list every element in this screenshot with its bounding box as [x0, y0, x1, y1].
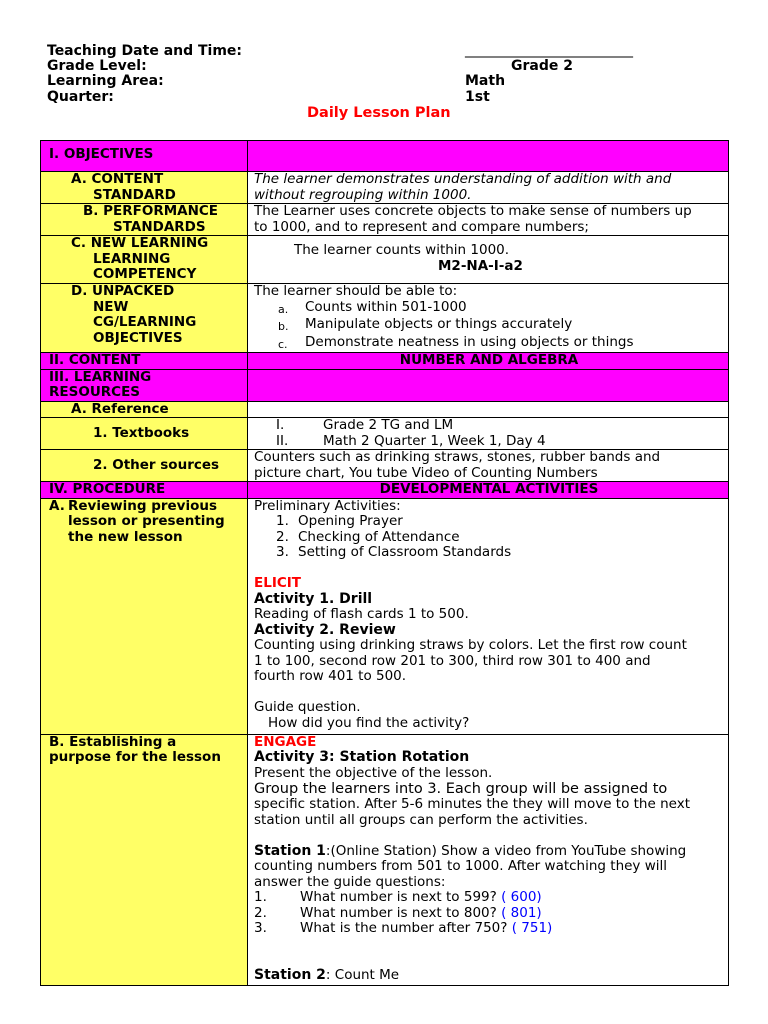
establishing-cell: [248, 734, 729, 985]
grade-level-label: Grade Level:: [47, 58, 147, 74]
content-standard-label-line1: A. CONTENT: [71, 171, 164, 187]
reference-label: [41, 401, 248, 418]
station1-text-line1: :(Online Station) Show a video from YouTube showing: [325, 842, 687, 859]
teaching-date-label: Teaching Date and Time:: [47, 43, 243, 59]
unpacked-item-marker: b.: [278, 320, 289, 333]
reference-row: [41, 401, 729, 418]
question-text: What number is next to 800?: [300, 904, 497, 921]
unpacked-item-text: Counts within 501-1000: [305, 298, 467, 315]
activity2-text-line3: fourth row 401 to 500.: [254, 668, 407, 684]
teaching-date-blank: ________________________: [465, 42, 633, 58]
competency-label-line2: LEARNING: [93, 250, 171, 267]
reviewing-label-line3: the new lesson: [68, 528, 183, 545]
other-sources-row: [41, 450, 729, 482]
station1-text-line2: counting numbers from 501 to 1000. After watching they will: [254, 858, 668, 874]
other-sources-line2: picture chart, You tube Video of Counting Numbers: [254, 464, 598, 481]
spacer: [254, 685, 724, 701]
objectives-label: I. OBJECTIVES: [41, 141, 248, 172]
content-standard-text: [248, 172, 729, 204]
present-objective-text: Present the objective of the lesson.: [254, 764, 493, 781]
question-answer: ( 751): [507, 920, 553, 936]
competency-label-line1: C. NEW LEARNING: [71, 235, 209, 251]
preliminary-item-marker: 1.: [276, 513, 289, 529]
reviewing-label-line1: Reviewing previous: [68, 497, 218, 514]
textbooks-row: [41, 418, 729, 450]
spacer: [254, 561, 724, 577]
spacer: [254, 937, 724, 968]
preliminary-heading: Preliminary Activities:: [254, 497, 401, 514]
content-row: [41, 353, 729, 370]
reference-value: [248, 401, 729, 418]
competency-label-line3: COMPETENCY: [93, 266, 197, 282]
question-marker: 3.: [254, 920, 267, 936]
quarter-label: Quarter:: [47, 89, 114, 105]
textbook-item-text: Grade 2 TG and LM: [323, 417, 454, 433]
reviewing-label: [41, 498, 248, 734]
unpacked-intro: The learner should be able to:: [254, 283, 458, 299]
textbooks-cell: [248, 418, 729, 450]
guide-question-text: How did you find the activity?: [268, 714, 470, 731]
content-value: NUMBER AND ALGEBRA: [248, 353, 729, 370]
reviewing-row: [41, 498, 729, 734]
performance-text-line1: The Learner uses concrete objects to make sense of numbers up: [254, 203, 692, 219]
other-sources-label-text: 2. Other sources: [93, 456, 220, 473]
station2-line: [254, 968, 724, 984]
establishing-label: [41, 734, 248, 985]
reviewing-label-line2: lesson or presenting: [68, 513, 225, 529]
performance-label-line2: STANDARDS: [113, 218, 206, 235]
performance-label-line1: B. PERFORMANCE: [83, 203, 219, 219]
preliminary-item-marker: 3.: [276, 544, 289, 560]
lesson-plan-table: [40, 140, 729, 986]
performance-standards-label: [41, 204, 248, 236]
question-marker: 2.: [254, 904, 267, 921]
reference-label-text: A. Reference: [71, 400, 169, 417]
station1-question: [254, 921, 724, 937]
unpacked-item: [254, 300, 724, 318]
procedure-value: DEVELOPMENTAL ACTIVITIES: [248, 482, 729, 499]
learning-area-label: Learning Area:: [47, 73, 164, 89]
document-title: Daily Lesson Plan: [307, 105, 451, 121]
establishing-label-line1: B. Establishing a: [49, 733, 177, 750]
textbook-item: [254, 434, 724, 450]
competency-cell: [248, 236, 729, 284]
unpacked-label-line3: CG/LEARNING: [93, 314, 197, 330]
reviewing-cell: [248, 498, 729, 734]
unpacked-row: [41, 284, 729, 353]
objectives-value: [248, 141, 729, 172]
preliminary-item-text: Opening Prayer: [298, 513, 403, 529]
other-sources-line1: Counters such as drinking straws, stones, rubber bands and: [254, 449, 661, 465]
activity2-title: Activity 2. Review: [254, 621, 396, 638]
station1-line1: [254, 844, 724, 860]
group-text-line3: station until all groups can perform the activities.: [254, 811, 588, 828]
reviewing-label-marker: A.: [49, 497, 65, 514]
station1-question: [254, 890, 724, 906]
preliminary-item-text: Setting of Classroom Standards: [298, 544, 512, 560]
establishing-row: [41, 734, 729, 985]
content-standard-text-line2: without regrouping within 1000.: [254, 186, 472, 203]
preliminary-item-marker: 2.: [276, 528, 289, 545]
competency-code: M2-NA-I-a2: [438, 257, 523, 274]
resources-label-line2: RESOURCES: [49, 384, 141, 400]
group-text-line2: specific station. After 5-6 minutes the they will move to the next: [254, 796, 690, 812]
unpacked-item-marker: c.: [278, 337, 288, 351]
activity1-text: Reading of flash cards 1 to 500.: [254, 606, 469, 622]
reviewing-label-text: [68, 499, 225, 546]
reviewing-label-block: [49, 499, 243, 546]
resources-label-line1: III. LEARNING: [49, 368, 152, 385]
preliminary-item-text: Checking of Attendance: [298, 528, 460, 545]
unpacked-cell: [248, 284, 729, 353]
quarter-value: 1st: [465, 89, 490, 105]
objectives-row: [41, 141, 729, 172]
station1-label: Station 1: [254, 842, 326, 859]
station1-question: [254, 906, 724, 922]
other-sources-text: [248, 450, 729, 482]
preliminary-item: [254, 530, 724, 546]
unpacked-label-line4: OBJECTIVES: [93, 329, 183, 346]
unpacked-item-marker: a.: [278, 302, 289, 316]
competency-text: The learner counts within 1000.: [294, 242, 510, 258]
preliminary-item: [254, 545, 724, 561]
question-answer: ( 801): [496, 904, 542, 921]
guide-question-heading: Guide question.: [254, 699, 361, 715]
textbooks-label: [41, 418, 248, 450]
learning-resources-row: [41, 369, 729, 401]
activity2-text-line2: 1 to 100, second row 201 to 300, third row 301 to 400 and: [254, 652, 651, 669]
question-marker: 1.: [254, 889, 267, 905]
question-text: What is the number after 750?: [300, 920, 508, 936]
spacer: [254, 828, 724, 844]
competency-label: [41, 236, 248, 284]
unpacked-item-text: Manipulate objects or things accurately: [305, 316, 573, 332]
question-answer: ( 600): [496, 889, 542, 905]
engage-heading: ENGAGE: [254, 733, 317, 750]
performance-text-line2: to 1000, and to represent and compare numbers;: [254, 218, 589, 235]
activity1-title: Activity 1. Drill: [254, 590, 373, 607]
learning-resources-value: [248, 369, 729, 401]
activity2-text-line1: Counting using drinking straws by colors. Let the first row count: [254, 637, 687, 653]
unpacked-item: [254, 317, 724, 335]
unpacked-item-text: Demonstrate neatness in using objects or things: [305, 333, 634, 350]
station1-text-line3: answer the guide questions:: [254, 873, 446, 890]
question-text: What number is next to 599?: [300, 889, 497, 905]
procedure-label: IV. PROCEDURE: [41, 482, 248, 499]
performance-standards-row: [41, 204, 729, 236]
unpacked-label-line2: NEW: [93, 298, 129, 315]
textbook-item-marker: I.: [276, 417, 285, 433]
content-standard-row: [41, 172, 729, 204]
activity3-title: Activity 3: Station Rotation: [254, 749, 470, 765]
station2-text: : Count Me: [325, 966, 400, 983]
performance-standards-text: [248, 204, 729, 236]
content-standard-label-line2: STANDARD: [93, 186, 176, 203]
content-standard-text-line1: The learner demonstrates understanding of addition with and: [254, 171, 672, 187]
establishing-label-line2: purpose for the lesson: [49, 749, 221, 765]
textbook-item-text: Math 2 Quarter 1, Week 1, Day 4: [323, 432, 546, 449]
unpacked-item: [254, 335, 724, 353]
elicit-heading: ELICIT: [254, 575, 301, 591]
textbook-item-marker: II.: [276, 432, 289, 449]
unpacked-label-line1: D. UNPACKED: [71, 283, 175, 299]
content-standard-label: [41, 172, 248, 204]
textbooks-label-text: 1. Textbooks: [93, 424, 190, 441]
content-label: II. CONTENT: [41, 353, 248, 370]
learning-area-value: Math: [465, 73, 506, 89]
preliminary-item: [254, 514, 724, 530]
competency-row: [41, 236, 729, 284]
unpacked-label: [41, 284, 248, 353]
station2-label: Station 2: [254, 966, 326, 983]
textbook-item: [254, 418, 724, 434]
grade-level-value: Grade 2: [511, 58, 573, 74]
learning-resources-label: [41, 369, 248, 401]
group-text-line1: Group the learners into 3. Each group will be assigned to: [254, 781, 668, 797]
other-sources-label: [41, 450, 248, 482]
procedure-row: [41, 482, 729, 499]
